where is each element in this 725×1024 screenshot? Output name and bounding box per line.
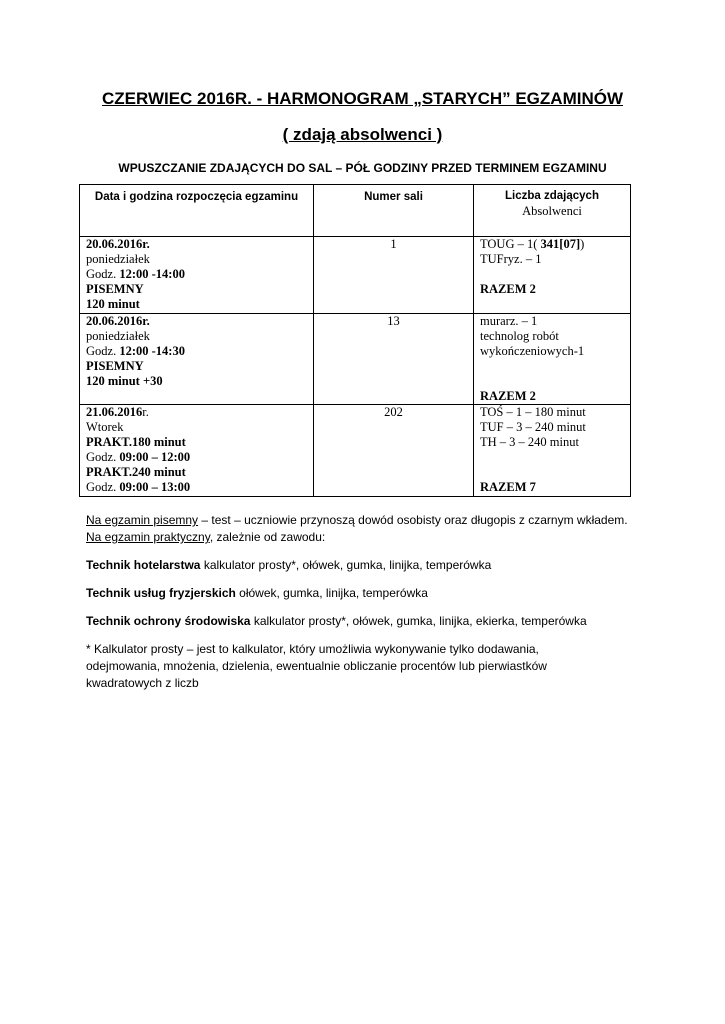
table-row bbox=[80, 405, 631, 497]
equipment-item bbox=[86, 613, 666, 630]
row-count-line2: TUFryz. – 1 bbox=[480, 252, 542, 266]
exam-schedule-table bbox=[79, 184, 631, 497]
row-count-line1-code: 341[07] bbox=[540, 237, 581, 251]
header-date bbox=[80, 185, 314, 237]
row-count-line3: TH – 3 – 240 minut bbox=[480, 435, 579, 449]
row-date: 20.06.2016r. bbox=[86, 237, 150, 251]
row-time1-line bbox=[86, 450, 307, 465]
header-count-label: Liczba zdających bbox=[505, 190, 599, 202]
row-room: 202 bbox=[314, 405, 474, 497]
header-count-sublabel: Absolwenci bbox=[522, 204, 582, 218]
table-header-row bbox=[80, 185, 631, 237]
table-row bbox=[80, 237, 631, 314]
row-time-line bbox=[86, 344, 307, 359]
row-spacer bbox=[480, 465, 624, 480]
row-time2-line bbox=[86, 480, 307, 495]
equipment-list: kalkulator prosty*, ołówek, gumka, linijka, temperówka bbox=[200, 558, 492, 572]
row-count-line1: TOŚ – 1 – 180 minut bbox=[480, 405, 586, 419]
row-duration: 120 minut bbox=[86, 297, 140, 311]
written-exam-label: Na egzamin pisemny bbox=[86, 513, 199, 527]
row-time: 12:00 -14:30 bbox=[119, 344, 185, 358]
equipment-item bbox=[86, 585, 666, 602]
row-type: PISEMNY bbox=[86, 359, 144, 373]
row-date-line bbox=[86, 405, 307, 420]
row-room: 13 bbox=[314, 314, 474, 405]
header-room-label: Numer sali bbox=[364, 191, 423, 203]
equipment-profession: Technik hotelarstwa bbox=[86, 558, 201, 572]
row-day: poniedziałek bbox=[86, 252, 150, 266]
row-duration: 120 minut +30 bbox=[86, 374, 163, 388]
equipment-item bbox=[86, 557, 666, 574]
written-exam-text: – test – uczniowie przynoszą dowód osobisty oraz długopis z czarnym wkładem. bbox=[198, 513, 628, 527]
row-time2-prefix: Godz. bbox=[86, 480, 120, 494]
row-spacer bbox=[480, 359, 624, 374]
row-count-cell bbox=[474, 405, 631, 497]
row-time-line bbox=[86, 267, 307, 282]
row-total: RAZEM 2 bbox=[480, 389, 536, 403]
row-time2: 09:00 – 13:00 bbox=[119, 480, 191, 494]
row-date: 20.06.2016r. bbox=[86, 314, 150, 328]
practical-exam-text: , zależnie od zawodu: bbox=[209, 530, 326, 544]
table-row bbox=[80, 314, 631, 405]
row-time-prefix: Godz. bbox=[86, 344, 120, 358]
row-room: 1 bbox=[314, 237, 474, 314]
row-exam1: PRAKT.180 minut bbox=[86, 435, 186, 449]
row-total: RAZEM 7 bbox=[480, 480, 536, 494]
row-date-cell bbox=[80, 237, 314, 314]
row-exam2: PRAKT.240 minut bbox=[86, 465, 186, 479]
row-date-suffix: r. bbox=[142, 405, 149, 419]
header-date-label: Data i godzina rozpoczęcia egzaminu bbox=[94, 191, 299, 203]
row-time: 12:00 -14:00 bbox=[119, 267, 185, 281]
page-subtitle: ( zdają absolwenci ) bbox=[282, 125, 443, 144]
row-day: poniedziałek bbox=[86, 329, 150, 343]
row-count-line1-suffix: ) bbox=[580, 237, 585, 251]
row-count-line1-prefix: TOUG – 1( bbox=[480, 237, 541, 251]
practical-exam-label: Na egzamin praktyczny bbox=[86, 530, 210, 544]
equipment-list: ołówek, gumka, linijka, temperówka bbox=[235, 586, 428, 600]
row-type: PISEMNY bbox=[86, 282, 144, 296]
equipment-profession: Technik ochrony środowiska bbox=[86, 614, 251, 628]
row-count-line1 bbox=[480, 237, 624, 252]
row-date-cell bbox=[80, 405, 314, 497]
header-room bbox=[314, 185, 474, 237]
row-spacer bbox=[480, 267, 624, 282]
row-count-cell bbox=[474, 314, 631, 405]
written-exam-note bbox=[86, 512, 666, 529]
row-time1-prefix: Godz. bbox=[86, 450, 120, 464]
footnote-line: odejmowania, mnożenia, dzielenia, ewentualnie obliczanie procentów lub pierwiastków bbox=[86, 659, 547, 673]
row-time1: 09:00 – 12:00 bbox=[119, 450, 191, 464]
row-day: Wtorek bbox=[86, 420, 124, 434]
calculator-footnote bbox=[86, 641, 666, 692]
row-date: 21.06.2016 bbox=[86, 405, 143, 419]
row-spacer bbox=[480, 374, 624, 389]
entry-notice: WPUSZCZANIE ZDAJĄCYCH DO SAL – PÓŁ GODZINY PRZED TERMINEM EGZAMINU bbox=[118, 161, 607, 175]
equipment-list: kalkulator prosty*, ołówek, gumka, linijka, ekierka, temperówka bbox=[250, 614, 587, 628]
practical-exam-note bbox=[86, 529, 666, 546]
footnote-line: kwadratowych z liczb bbox=[86, 676, 199, 690]
footnote-line: * Kalkulator prosty – jest to kalkulator, który umożliwia wykonywanie tylko dodawania, bbox=[86, 642, 539, 656]
row-spacer bbox=[480, 450, 624, 465]
row-count-cell bbox=[474, 237, 631, 314]
equipment-profession: Technik usług fryzjerskich bbox=[86, 586, 236, 600]
header-count bbox=[474, 185, 631, 237]
row-date-cell bbox=[80, 314, 314, 405]
page-title: CZERWIEC 2016R. - HARMONOGRAM „STARYCH” EGZAMINÓW bbox=[101, 89, 624, 108]
row-time-prefix: Godz. bbox=[86, 267, 120, 281]
row-count-line2: technolog robót wykończeniowych-1 bbox=[480, 329, 585, 358]
row-count-line2: TUF – 3 – 240 minut bbox=[480, 420, 586, 434]
row-count-line1: murarz. – 1 bbox=[480, 314, 538, 328]
row-total: RAZEM 2 bbox=[480, 282, 536, 296]
